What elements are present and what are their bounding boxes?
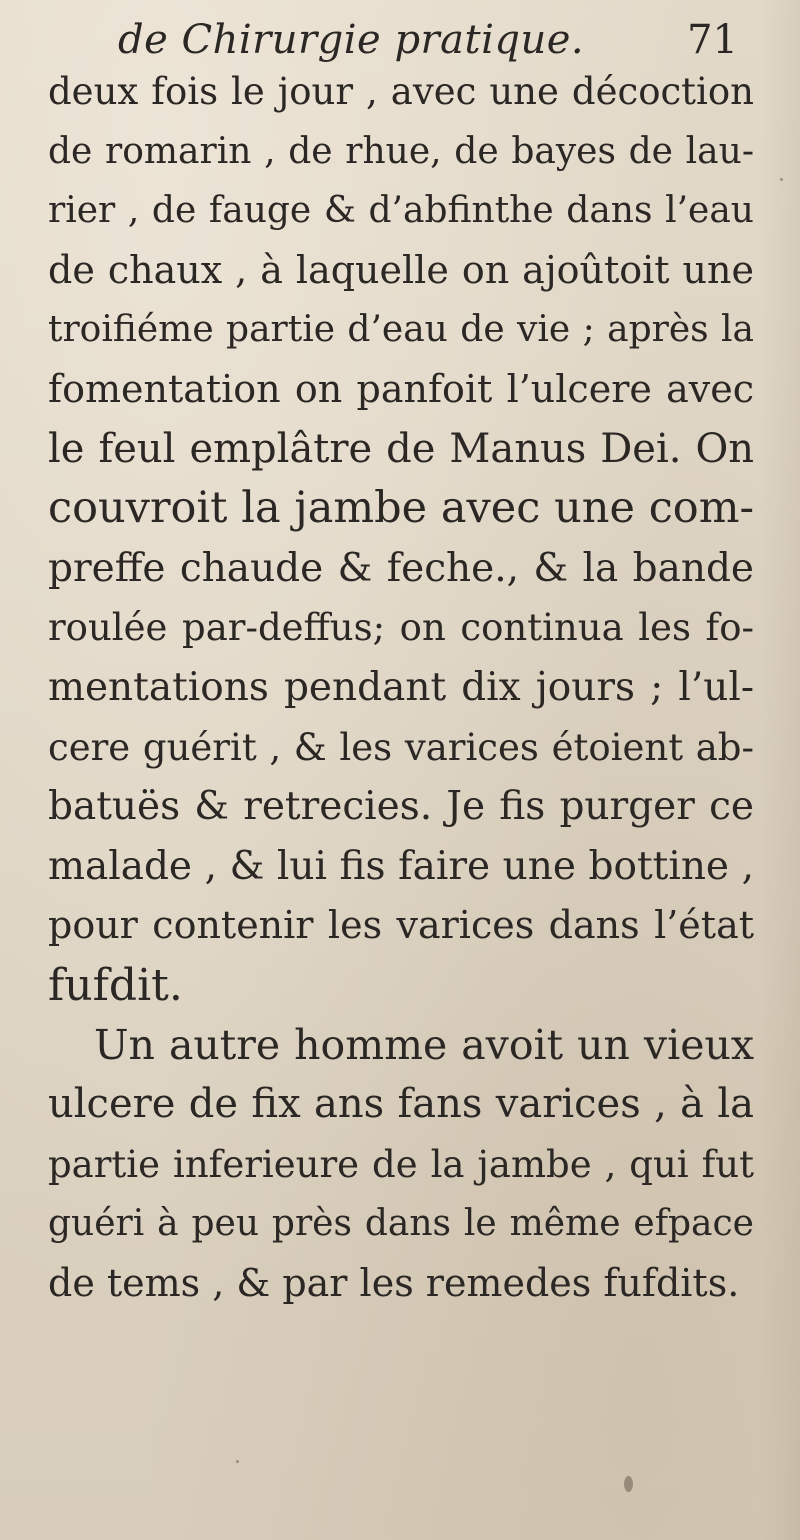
text-line: troifiéme partie d’eau de vie ; après la: [48, 309, 754, 351]
text-line: couvroit la jambe avec une com-: [48, 483, 754, 534]
text-line: partie inferieure de la jambe , qui fut: [48, 1142, 754, 1186]
running-head: [118, 12, 738, 68]
text-line: fomentation on panfoit l’ulcere avec: [48, 366, 754, 411]
text-line: guéri à peu près dans le même efpace: [48, 1203, 754, 1245]
page-number: 71: [687, 17, 738, 63]
text-line: le feul emplâtre de Manus Dei. On: [48, 425, 754, 472]
body-text: [48, 62, 754, 1313]
text-line: cere guérit , & les varices étoient ab-: [48, 725, 754, 769]
text-line: ulcere de fix ans fans varices , à la: [48, 1081, 754, 1128]
page-edge-shadow: [760, 0, 800, 1540]
text-line: deux fois le jour , avec une décoction: [48, 70, 754, 113]
text-line: fufdit.: [48, 959, 183, 1011]
ink-speck: [624, 1476, 633, 1492]
running-title: de Chirurgie pratique.: [118, 17, 585, 63]
text-line: preffe chaude & feche., & la bande: [48, 545, 754, 591]
text-line: de tems , & par les remedes fufdits.: [48, 1260, 740, 1305]
ink-speck: [780, 178, 783, 181]
text-line: pour contenir les varices dans l’état: [48, 903, 754, 948]
text-line: malade , & lui fis faire une bottine ,: [48, 843, 754, 889]
ink-speck: [236, 1460, 239, 1463]
text-line: de chaux , à laquelle on ajoûtoit une: [48, 247, 754, 292]
text-line: rier , de fauge & d’abfinthe dans l’eau: [48, 190, 754, 232]
text-line: de romarin , de rhue, de bayes de lau-: [48, 130, 754, 172]
paragraph-start-line: Un autre homme avoit un vieux: [94, 1020, 754, 1069]
text-line: batuës & retrecies. Je fis purger ce: [48, 784, 754, 830]
text-line: roulée par-deffus; on continua les fo-: [48, 606, 754, 650]
text-line: mentations pendant dix jours ; l’ul-: [48, 664, 754, 710]
